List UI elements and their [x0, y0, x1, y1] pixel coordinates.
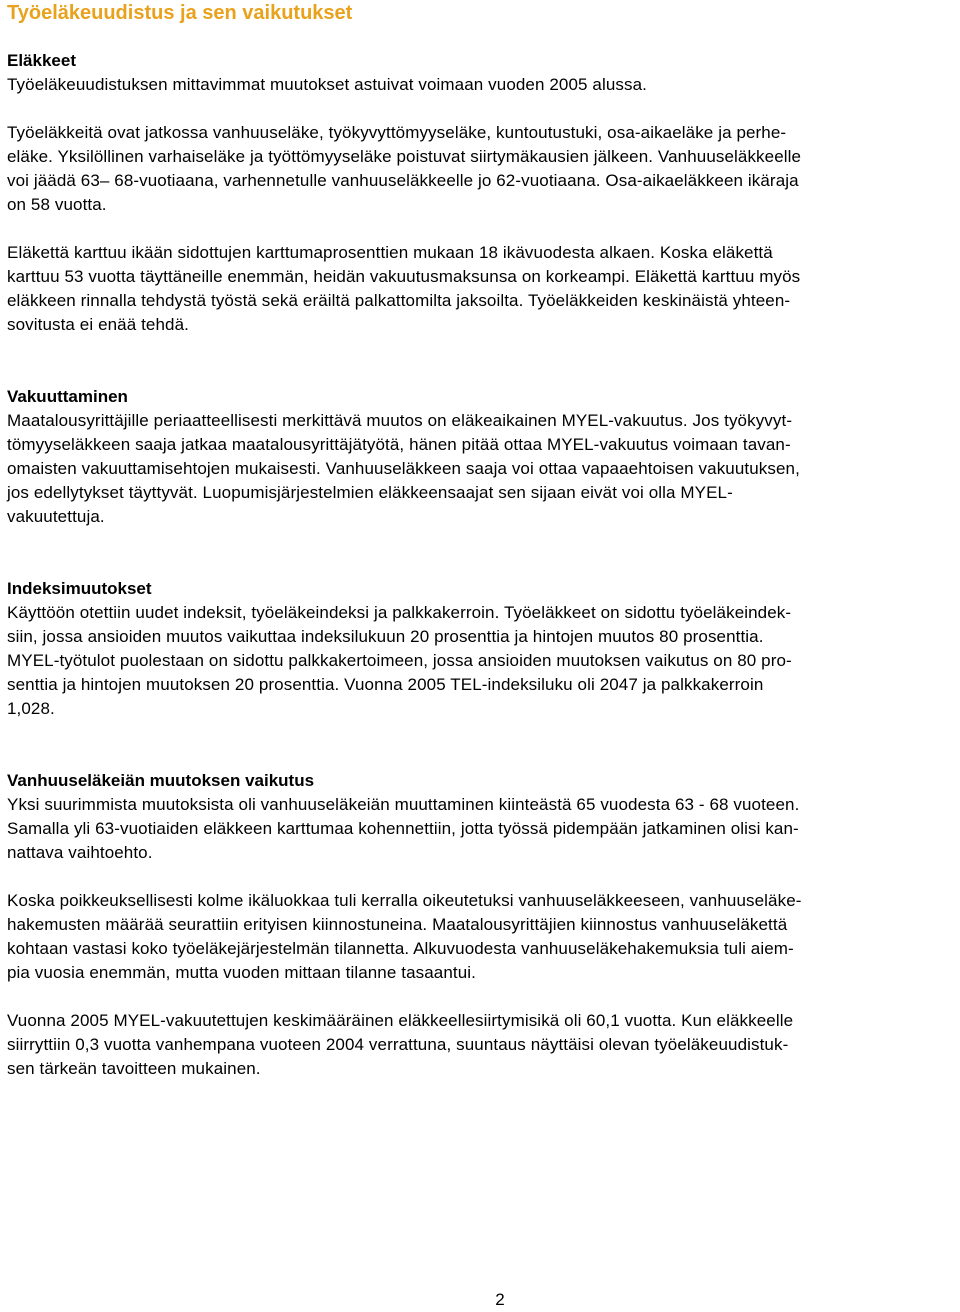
- spacer: [7, 217, 957, 241]
- text-line: Koska poikkeuksellisesti kolme ikäluokkaa tuli kerralla oikeutetuksi vanhuuseläkkeeseen, vanhuuseläke-: [7, 891, 802, 910]
- text-line: Käyttöön otettiin uudet indeksit, työeläkeindeksi ja palkkakerroin. Työeläkkeet on sidottu työeläkeindek-: [7, 603, 792, 622]
- text-line: tömyyseläkkeen saaja jatkaa maatalousyrittäjätyötä, hänen pitää ottaa MYEL-vakuutus voimaan tavan-: [7, 435, 791, 454]
- text-line: Työeläkeuudistuksen mittavimmat muutokset astuivat voimaan vuoden 2005 alussa.: [7, 75, 647, 94]
- spacer: [7, 985, 957, 1009]
- text-line: sen tärkeän tavoitteen mukainen.: [7, 1059, 261, 1078]
- section-indeksimuutokset: [7, 577, 957, 721]
- text-line: omaisten vakuuttamisehtojen mukaisesti. Vanhuuseläkkeen saaja voi ottaa vapaaehtoisen vakuutuksen,: [7, 459, 800, 478]
- spacer: [7, 865, 957, 889]
- section-vakuuttaminen: [7, 385, 957, 529]
- text-line: MYEL-työtulot puolestaan on sidottu palkkakertoimeen, jossa ansioiden muutoksen vaikutus on 80 pro-: [7, 651, 792, 670]
- text-line: 1,028.: [7, 699, 55, 718]
- spacer: [7, 25, 957, 49]
- text-line: nattava vaihtoehto.: [7, 843, 153, 862]
- paragraph: [7, 73, 957, 97]
- spacer: [7, 97, 957, 121]
- paragraph: [7, 121, 957, 217]
- text-line: siin, jossa ansioiden muutos vaikuttaa indeksilukuun 20 prosenttia ja hintojen muutos 80 prosenttia.: [7, 627, 764, 646]
- section-heading: Indeksimuutokset: [7, 579, 152, 598]
- text-line: Vuonna 2005 MYEL-vakuutettujen keskimääräinen eläkkeellesiirtymisikä oli 60,1 vuotta. Kun eläkkeelle: [7, 1011, 794, 1030]
- text-line: siirryttiin 0,3 vuotta vanhempana vuoteen 2004 verrattuna, suuntaus näyttäisi olevan työeläkeuudistuk-: [7, 1035, 789, 1054]
- section-heading: Eläkkeet: [7, 51, 76, 70]
- section-vanhuuselakeian-muutos: [7, 769, 957, 1081]
- text-line: hakemusten määrää seurattiin erityisen kiinnostuneina. Maatalousyrittäjien kiinnostus vanhuuseläkettä: [7, 915, 788, 934]
- text-line: Maatalousyrittäjille periaatteellisesti merkittävä muutos on eläkeaikainen MYEL-vakuutus. Jos työkyvyt-: [7, 411, 793, 430]
- spacer: [7, 529, 957, 577]
- paragraph: [7, 793, 957, 865]
- text-line: voi jäädä 63– 68-vuotiaana, varhennetulle vanhuuseläkkeelle jo 62-vuotiaana. Osa-aikaeläkkeen ikäraja: [7, 171, 799, 190]
- document-page: [7, 0, 957, 1081]
- text-line: eläkkeen rinnalla tehdystä työstä sekä eräiltä palkattomilta jaksoilta. Työeläkkeiden keskinäistä yhteen-: [7, 291, 791, 310]
- text-line: Yksi suurimmista muutoksista oli vanhuuseläkeiän muuttaminen kiinteästä 65 vuodesta 63 - 68 vuoteen.: [7, 795, 800, 814]
- page-number: 2: [495, 1290, 505, 1309]
- paragraph: [7, 241, 957, 337]
- document-title: Työeläkeuudistus ja sen vaikutukset: [7, 2, 353, 24]
- text-line: vakuutettuja.: [7, 507, 105, 526]
- spacer: [7, 337, 957, 385]
- paragraph: [7, 601, 957, 721]
- text-line: Samalla yli 63-vuotiaiden eläkkeen karttumaa kohennettiin, jotta työssä pidempään jatkaminen olisi kan-: [7, 819, 799, 838]
- paragraph: [7, 409, 957, 529]
- text-line: eläke. Yksilöllinen varhaiseläke ja työttömyyseläke poistuvat siirtymäkausien jälkeen. Vanhuuseläkkeelle: [7, 147, 802, 166]
- text-line: Eläkettä karttuu ikään sidottujen karttumaprosenttien mukaan 18 ikävuodesta alkaen. Koska eläkettä: [7, 243, 773, 262]
- text-line: kohtaan vastasi koko työeläkejärjestelmän tilannetta. Alkuvuodesta vanhuuseläkehakemuksia tuli aiem-: [7, 939, 794, 958]
- section-heading: Vakuuttaminen: [7, 387, 128, 406]
- text-line: senttia ja hintojen muutoksen 20 prosenttia. Vuonna 2005 TEL-indeksiluku oli 2047 ja palkkakerroin: [7, 675, 764, 694]
- text-line: Työeläkkeitä ovat jatkossa vanhuuseläke, työkyvyttömyyseläke, kuntoutustuki, osa-aikaeläke ja perhe-: [7, 123, 787, 142]
- text-line: sovitusta ei enää tehdä.: [7, 315, 189, 334]
- paragraph: [7, 889, 957, 985]
- spacer: [7, 721, 957, 769]
- text-line: jos edellytykset täyttyvät. Luopumisjärjestelmien eläkkeensaajat sen sijaan eivät voi olla MYEL-: [7, 483, 733, 502]
- section-heading: Vanhuuseläkeiän muutoksen vaikutus: [7, 771, 315, 790]
- text-line: karttuu 53 vuotta täyttäneille enemmän, heidän vakuutusmaksunsa on korkeampi. Eläkettä karttuu myös: [7, 267, 801, 286]
- section-elakkeet: [7, 49, 957, 337]
- text-line: pia vuosia enemmän, mutta vuoden mittaan tilanne tasaantui.: [7, 963, 476, 982]
- paragraph: [7, 1009, 957, 1081]
- text-line: on 58 vuotta.: [7, 195, 107, 214]
